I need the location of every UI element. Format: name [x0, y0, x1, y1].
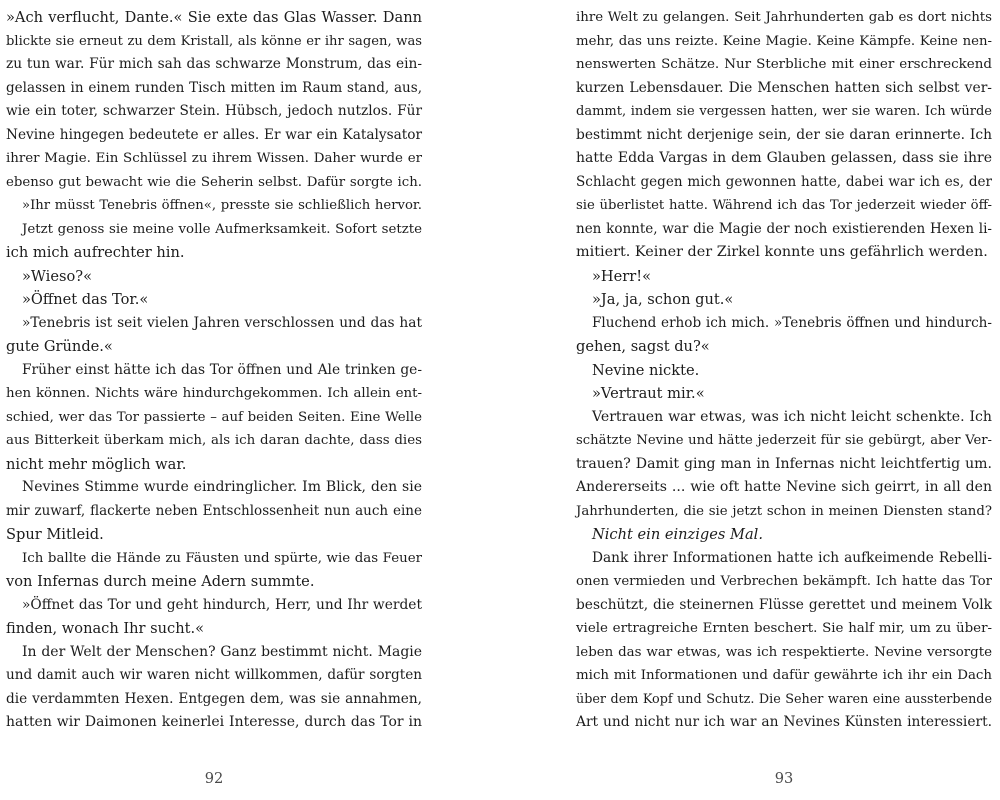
text-line: »Ihr müsst Tenebris öffnen«, presste sie schließlich hervor. — [22, 198, 422, 213]
text-line: schied, wer das Tor passierte – auf beiden Seiten. Eine Welle — [6, 409, 422, 425]
text-line: gute Gründe.« — [6, 338, 113, 355]
text-line: bestimmt nicht derjenige sein, der sie daran erinnerte. Ich — [576, 126, 992, 143]
text-line: Nicht ein einziges Mal. — [592, 526, 763, 543]
text-line: nicht mehr möglich war. — [6, 455, 187, 473]
text-line: Schlacht gegen mich gewonnen hatte, dabei war ich es, der — [576, 173, 992, 190]
text-line: nenswerten Schätze. Nur Sterbliche mit einer erschreckend — [576, 57, 992, 72]
text-line: »Ach verflucht, Dante.« Sie exte das Glas Wasser. Dann — [6, 9, 422, 26]
text-line: hatte Edda Vargas in dem Glauben gelassen, dass sie ihre — [576, 150, 992, 166]
text-line: finden, wonach Ihr sucht.« — [6, 620, 205, 637]
text-line: hatten wir Daimonen keinerlei Interesse, durch das Tor in — [6, 714, 422, 730]
text-line: Dank ihrer Informationen hatte ich aufkeimende Rebelli- — [592, 549, 992, 566]
text-line: »Öffnet das Tor und geht hindurch, Herr, und Ihr werdet — [22, 596, 422, 613]
text-line: ebenso gut bewacht wie die Seherin selbst. Dafür sorgte ich. — [6, 174, 422, 190]
text-line: trauen? Damit ging man in Infernas nicht leichtfertig um. — [576, 455, 992, 472]
text-line: viele ertragreiche Ernten beschert. Sie half mir, um zu über- — [576, 621, 992, 636]
text-line: Jahrhunderten, die sie jetzt schon in meinen Diensten stand? — [576, 503, 992, 519]
text-line: »Herr!« — [592, 267, 652, 285]
text-line: Fluchend erhob ich mich. »Tenebris öffnen und hindurch- — [592, 314, 992, 331]
text-line: beschützt, die steinernen Flüsse gerettet und meinem Volk — [576, 596, 992, 613]
text-line: Jetzt genoss sie meine volle Aufmerksamkeit. Sofort setzte — [22, 221, 422, 237]
text-line: Vertrauen war etwas, was ich nicht leicht schenkte. Ich — [592, 408, 992, 425]
text-line: mich mit Informationen und dafür gewährte ich ihr ein Dach — [576, 668, 992, 683]
text-line: von Infernas durch meine Adern summte. — [6, 573, 315, 590]
text-line: und damit auch wir waren nicht willkommen, dafür sorgten — [6, 667, 422, 683]
text-line: Nevines Stimme wurde eindringlicher. Im Blick, den sie — [22, 479, 422, 495]
text-line: Andererseits ... wie oft hatte Nevine sich geirrt, in all den — [576, 479, 992, 495]
text-line: »Wieso?« — [22, 267, 93, 285]
text-line: mitiert. Keiner der Zirkel konnte uns gefährlich werden. — [576, 244, 988, 260]
text-line: ihre Welt zu gelangen. Seit Jahrhunderten gab es dort nichts — [576, 10, 992, 25]
text-line: aus Bitterkeit überkam mich, als ich daran dachte, dass dies — [6, 433, 422, 448]
text-line: Art und nicht nur ich war an Nevines Künsten interessiert. — [576, 714, 992, 730]
text-line: »Tenebris ist seit vielen Jahren verschlossen und das hat — [22, 314, 422, 331]
text-line: nen konnte, war die Magie der noch existierenden Hexen li- — [576, 220, 992, 237]
text-line: ihrer Magie. Ein Schlüssel zu ihrem Wissen. Daher wurde er — [6, 151, 422, 166]
text-line: mir zuwarf, flackerte neben Entschlossenheit nun auch eine — [6, 502, 422, 519]
text-line: Nevine nickte. — [592, 361, 700, 379]
left-page-text — [6, 6, 422, 735]
text-line: onen vermieden und Verbrechen bekämpft. Ich hatte das Tor — [576, 574, 992, 589]
text-line: dammt, indem sie vergessen hatten, wer sie waren. Ich würde — [576, 104, 992, 119]
text-line: mehr, das uns reizte. Keine Magie. Keine Kämpfe. Keine nen- — [576, 33, 992, 49]
right-page — [576, 6, 992, 796]
text-line: kurzen Lebensdauer. Die Menschen hatten sich selbst ver- — [576, 79, 992, 96]
text-line: Spur Mitleid. — [6, 526, 104, 543]
right-page-text — [576, 6, 992, 735]
text-line: gehen, sagst du?« — [576, 338, 710, 355]
text-line: über dem Kopf und Schutz. Die Seher waren eine aussterbende — [576, 691, 992, 707]
text-line: blickte sie erneut zu dem Kristall, als könne er ihr sagen, was — [6, 33, 422, 49]
text-line: zu tun war. Für mich sah das schwarze Monstrum, das ein- — [6, 56, 422, 72]
text-line: »Öffnet das Tor.« — [22, 291, 149, 308]
text-line: leben das war etwas, was ich respektierte. Nevine versorgte — [576, 644, 992, 660]
text-line: hen können. Nichts wäre hindurchgekommen. Ich allein ent- — [6, 386, 422, 401]
left-page — [6, 6, 422, 796]
text-line: Früher einst hätte ich das Tor öffnen und Ale trinken ge- — [22, 361, 422, 378]
text-line: wie ein toter, schwarzer Stein. Hübsch, jedoch nutzlos. Für — [6, 103, 422, 119]
text-line: In der Welt der Menschen? Ganz bestimmt nicht. Magie — [22, 643, 422, 660]
text-line: »Vertraut mir.« — [592, 385, 705, 402]
text-line: schätzte Nevine und hätte jederzeit für sie gebürgt, aber Ver- — [576, 433, 992, 448]
text-line: sie überlistet hatte. Während ich das Tor jederzeit wieder öff- — [576, 198, 992, 213]
page-number-right: 93 — [774, 770, 794, 787]
text-line: Nevine hingegen bedeutete er alles. Er war ein Katalysator — [6, 126, 422, 143]
text-line: die verdammten Hexen. Entgegen dem, was sie annahmen, — [6, 690, 422, 707]
text-line: gelassen in einem runden Tisch mitten im Raum stand, aus, — [6, 79, 422, 96]
text-line: »Ja, ja, schon gut.« — [592, 291, 734, 308]
text-line: Ich ballte die Hände zu Fäusten und spürte, wie das Feuer — [22, 550, 422, 566]
page-number-left: 92 — [204, 770, 224, 787]
text-line: ich mich aufrechter hin. — [6, 244, 185, 261]
